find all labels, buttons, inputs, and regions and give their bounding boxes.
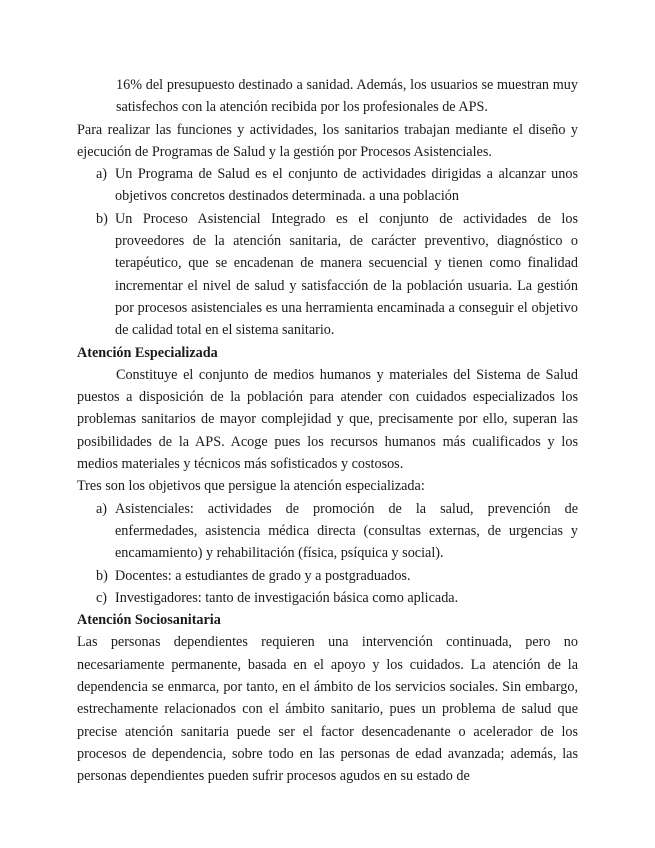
programs-list xyxy=(77,163,578,341)
list-item-objective xyxy=(77,565,578,587)
list-item-objective xyxy=(77,587,578,609)
list-marker: b) xyxy=(96,567,108,584)
list-item-objective xyxy=(77,498,578,565)
list-marker: a) xyxy=(96,500,108,517)
section-heading-sociosanitary: Atención Sociosanitaria xyxy=(77,612,221,629)
list-item-text: Asistenciales: actividades de promoción de la salud, prevención de enfermedades, asistencia médica directa (consultas externas, de urgencias y encamamiento) y rehabilitación (física, psíquica y social). xyxy=(115,500,578,562)
list-item-text: Un Proceso Asistencial Integrado es el conjunto de actividades de los proveedores de la atención sanitaria, de carácter preventivo, diagnóstico o terapéutico, que se encadenan de manera secuencial y tienen como finalidad incrementar el nivel de salud y satisfacción de la población usuaria. La gestión por procesos asistenciales es una herramienta encaminada a conseguir el objetivo de calidad total en el sistema sanitario. xyxy=(115,210,578,339)
list-item-program xyxy=(77,163,578,208)
section-heading-specialized: Atención Especializada xyxy=(77,344,218,361)
continuation-paragraph: 16% del presupuesto destinado a sanidad. Además, los usuarios se muestran muy satisfechos con la atención recibida por los profesionales de APS. xyxy=(116,77,578,116)
objectives-intro: Tres son los objetivos que persigue la atención especializada: xyxy=(77,478,425,495)
list-marker: b) xyxy=(96,210,108,227)
intro-paragraph: Para realizar las funciones y actividades, los sanitarios trabajan mediante el diseño y ejecución de Programas de Salud y la gestión por Procesos Asistenciales. xyxy=(77,121,578,160)
list-item-text: Investigadores: tanto de investigación básica como aplicada. xyxy=(115,589,459,606)
list-item-text: Un Programa de Salud es el conjunto de actividades dirigidas a alcanzar unos objetivos concretos destinados determinada. a una población xyxy=(115,166,578,205)
list-marker: c) xyxy=(96,589,108,606)
specialized-paragraph: Constituye el conjunto de medios humanos y materiales del Sistema de Salud puestos a disposición de la población para atender con cuidados especializados los problemas sanitarios de mayor complejidad y que, precisamente por ello, superan las posibilidades de la APS. Acoge pues los recursos humanos más cualificados y los medios materiales y técnicos más sofisticados y costosos. xyxy=(77,366,578,473)
sociosanitary-paragraph: Las personas dependientes requieren una intervención continuada, pero no necesariamente permanente, basada en el apoyo y los cuidados. La atención de la dependencia se enmarca, por tanto, en el ámbito de los servicios sociales. Sin embargo, estrechamente relacionados con el ámbito sanitario, pues un problema de salud que precise atención sanitaria puede ser el factor desencadenante o acelerador de los procesos de dependencia, sobre todo en las personas de edad avanzada; además, las personas dependientes pueden sufrir procesos agudos en su estado de xyxy=(77,634,578,785)
objectives-list xyxy=(77,498,578,609)
list-item-process xyxy=(77,208,578,342)
list-item-text: Docentes: a estudiantes de grado y a postgraduados. xyxy=(115,567,411,584)
list-marker: a) xyxy=(96,166,108,183)
